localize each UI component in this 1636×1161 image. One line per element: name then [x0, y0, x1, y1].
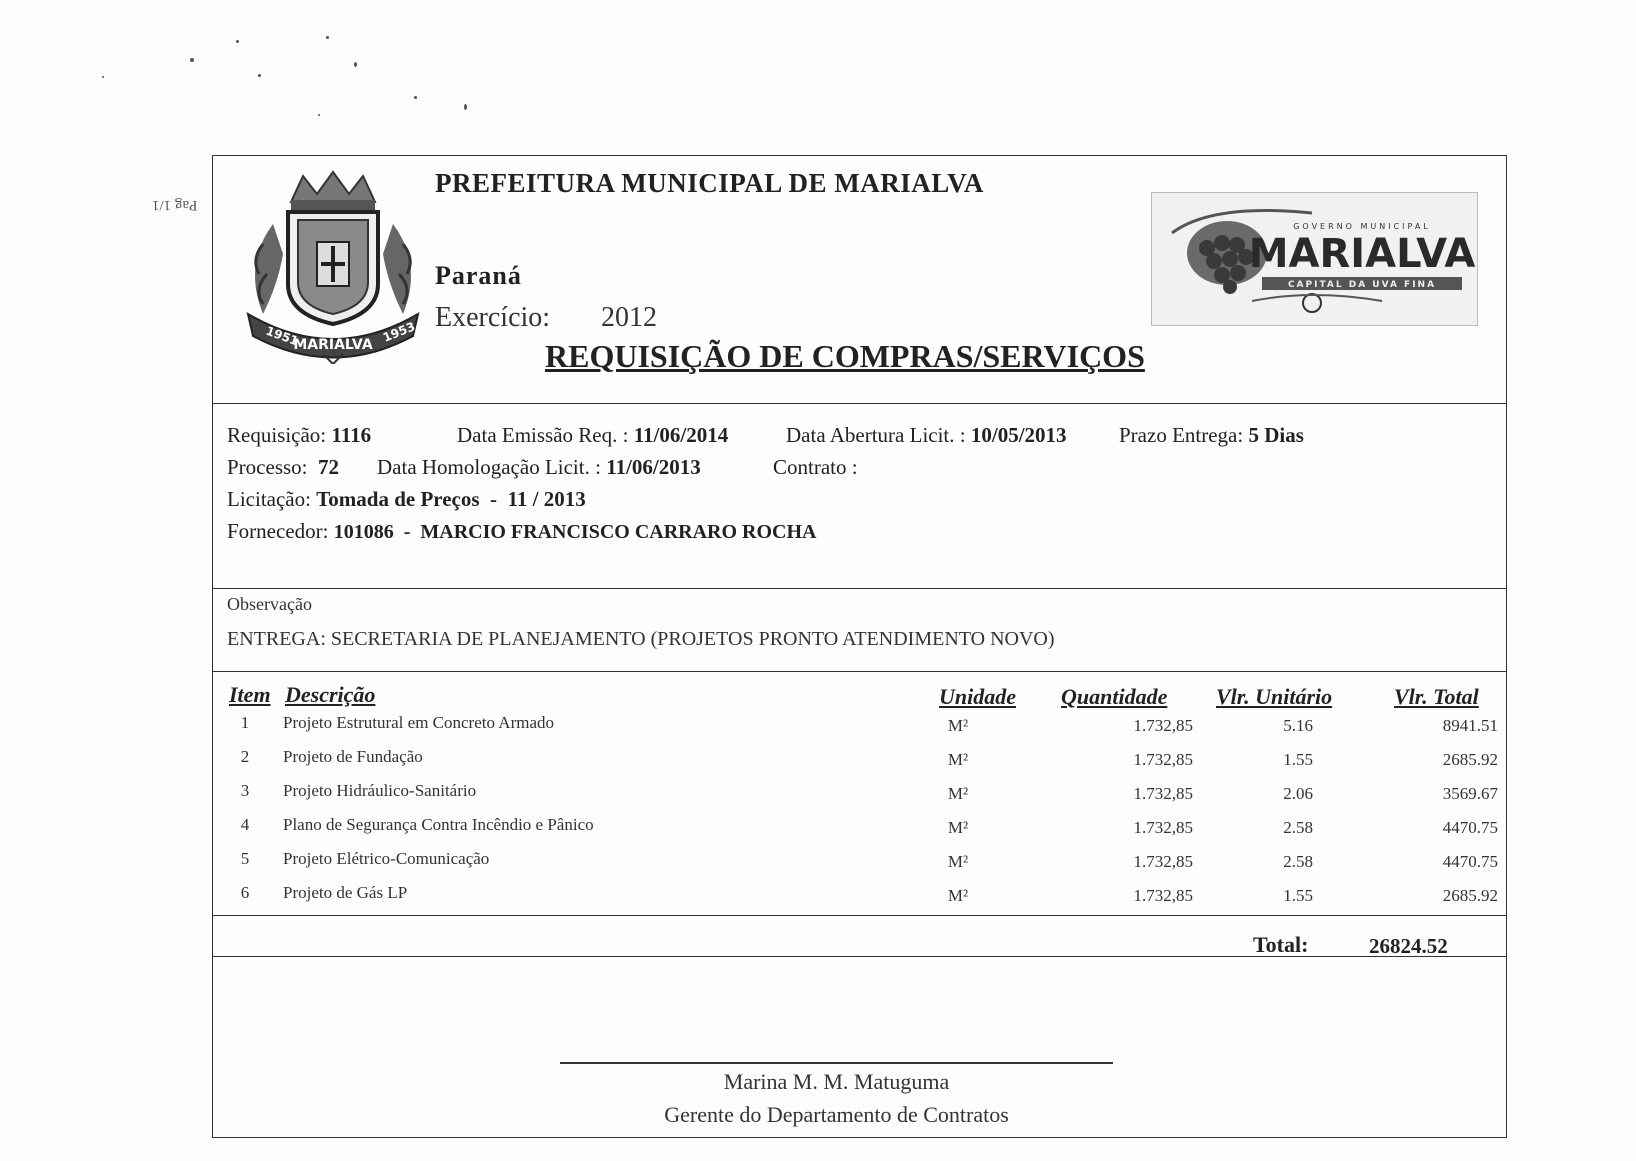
observacao-label: Observação — [227, 594, 312, 614]
prazo-value: 5 Dias — [1248, 423, 1304, 447]
cell-unidade: M² — [947, 886, 969, 905]
cell-descricao: Plano de Segurança Contra Incêndio e Pânico — [283, 815, 594, 834]
cell-item: 6 — [240, 883, 250, 902]
crest-year-right: 1953 — [380, 319, 418, 345]
processo-label: Processo: — [227, 455, 308, 479]
logo-name: MARIALVA — [1248, 231, 1476, 277]
requisition-document — [212, 155, 1507, 1138]
divider — [213, 671, 1506, 672]
scan-speck — [258, 74, 261, 77]
crest-year-left: 1951 — [263, 323, 301, 349]
requisicao-label: Requisição: — [227, 423, 327, 447]
divider — [213, 588, 1506, 589]
cell-item: 4 — [240, 815, 250, 834]
observacao-text: ENTREGA: SECRETARIA DE PLANEJAMENTO (PROJETOS PRONTO ATENDIMENTO NOVO) — [227, 628, 1055, 650]
cell-descricao: Projeto Elétrico-Comunicação — [283, 849, 490, 868]
data-homologacao-value: 11/06/2013 — [606, 455, 701, 479]
page-marker: Pag 1/1 — [152, 197, 198, 213]
cell-unidade: M² — [947, 818, 969, 837]
municipal-crest-icon — [233, 164, 433, 364]
logo-top-text: GOVERNO MUNICIPAL — [1293, 222, 1431, 231]
cell-vlr-total: 2685.92 — [1442, 886, 1498, 905]
scan-speck — [102, 76, 104, 78]
exercise-label: Exercício: — [435, 302, 551, 333]
signature-line — [560, 1062, 1113, 1064]
cell-quantidade: 1.732,85 — [1133, 716, 1193, 735]
scan-speck — [414, 96, 417, 99]
col-header-descricao: Descrição — [285, 682, 376, 707]
process-line — [227, 455, 339, 480]
cell-vlr-total: 3569.67 — [1442, 784, 1498, 803]
col-header-vlr-total: Vlr. Total — [1394, 684, 1479, 709]
col-header-unidade: Unidade — [939, 684, 1016, 709]
cell-quantidade: 1.732,85 — [1133, 818, 1193, 837]
cell-vlr-total: 2685.92 — [1442, 750, 1498, 769]
requisicao-value: 1116 — [331, 423, 372, 447]
licitacao-line — [227, 487, 586, 512]
cell-vlr-unitario: 2.06 — [1283, 784, 1313, 803]
state-name: Paraná — [435, 261, 522, 290]
municipality-name: PREFEITURA MUNICIPAL DE MARIALVA — [435, 168, 984, 198]
signature-role: Gerente do Departamento de Contratos — [664, 1102, 1009, 1127]
divider — [213, 915, 1506, 916]
contrato-label: Contrato : — [773, 455, 858, 479]
cell-item: 1 — [240, 713, 250, 732]
cell-item: 3 — [240, 781, 250, 800]
document-title: REQUISIÇÃO DE COMPRAS/SERVIÇOS — [545, 338, 1145, 374]
licitacao-label: Licitação: — [227, 487, 311, 511]
scan-speck — [236, 40, 239, 43]
cell-vlr-unitario: 2.58 — [1283, 852, 1313, 871]
cell-descricao: Projeto de Fundação — [283, 747, 423, 766]
total-value: 26824.52 — [1369, 934, 1448, 958]
homologation-date — [377, 455, 701, 480]
fornecedor-line — [227, 519, 816, 544]
cell-unidade: M² — [947, 750, 969, 769]
delivery-term — [1119, 423, 1304, 448]
col-header-quantidade: Quantidade — [1061, 684, 1168, 709]
signature-name: Marina M. M. Matuguma — [723, 1069, 950, 1094]
data-emissao-label: Data Emissão Req. : — [457, 423, 629, 447]
cell-quantidade: 1.732,85 — [1133, 852, 1193, 871]
cell-unidade: M² — [947, 716, 969, 735]
col-header-vlr-unitario: Vlr. Unitário — [1216, 684, 1333, 709]
crest-name: MARIALVA — [293, 337, 373, 353]
cell-descricao: Projeto de Gás LP — [283, 883, 408, 902]
prazo-label: Prazo Entrega: — [1119, 423, 1244, 447]
data-abertura-value: 10/05/2013 — [970, 423, 1067, 447]
cell-vlr-unitario: 5.16 — [1283, 716, 1313, 735]
scan-speck — [318, 114, 320, 116]
cell-quantidade: 1.732,85 — [1133, 886, 1193, 905]
cell-quantidade: 1.732,85 — [1133, 784, 1193, 803]
divider — [213, 956, 1506, 957]
cell-item: 2 — [240, 747, 250, 766]
col-header-item: Item — [229, 682, 271, 707]
cell-vlr-total: 4470.75 — [1442, 818, 1498, 837]
licitacao-value: Tomada de Preços - 11 / 2013 — [316, 487, 586, 511]
cell-descricao: Projeto Hidráulico-Sanitário — [283, 781, 477, 800]
opening-date — [786, 423, 1067, 448]
fornecedor-label: Fornecedor: — [227, 519, 329, 543]
total-label: Total: — [1253, 932, 1309, 957]
scan-speck — [464, 104, 467, 110]
fornecedor-value: 101086 - MARCIO FRANCISCO CARRARO ROCHA — [333, 521, 817, 543]
cell-vlr-total: 8941.51 — [1442, 716, 1498, 735]
processo-value: 72 — [318, 455, 339, 479]
cell-vlr-unitario: 2.58 — [1283, 818, 1313, 837]
cell-vlr-unitario: 1.55 — [1283, 886, 1313, 905]
cell-item: 5 — [240, 849, 250, 868]
data-homologacao-label: Data Homologação Licit. : — [377, 455, 601, 479]
cell-quantidade: 1.732,85 — [1133, 750, 1193, 769]
scan-speck — [190, 58, 194, 62]
divider — [213, 403, 1506, 404]
scan-speck — [326, 36, 329, 39]
data-emissao-value: 11/06/2014 — [633, 423, 729, 447]
cell-descricao: Projeto Estrutural em Concreto Armado — [283, 713, 554, 732]
requisition-line — [227, 423, 371, 448]
cell-vlr-unitario: 1.55 — [1283, 750, 1313, 769]
emission-date — [457, 423, 728, 448]
logo-tagline: CAPITAL DA UVA FINA — [1287, 280, 1437, 290]
data-abertura-label: Data Abertura Licit. : — [786, 423, 966, 447]
cell-unidade: M² — [947, 852, 969, 871]
exercise-year: 2012 — [601, 302, 657, 333]
marialva-logo — [1151, 192, 1478, 326]
cell-unidade: M² — [947, 784, 969, 803]
cell-vlr-total: 4470.75 — [1442, 852, 1498, 871]
scan-speck — [354, 62, 357, 67]
